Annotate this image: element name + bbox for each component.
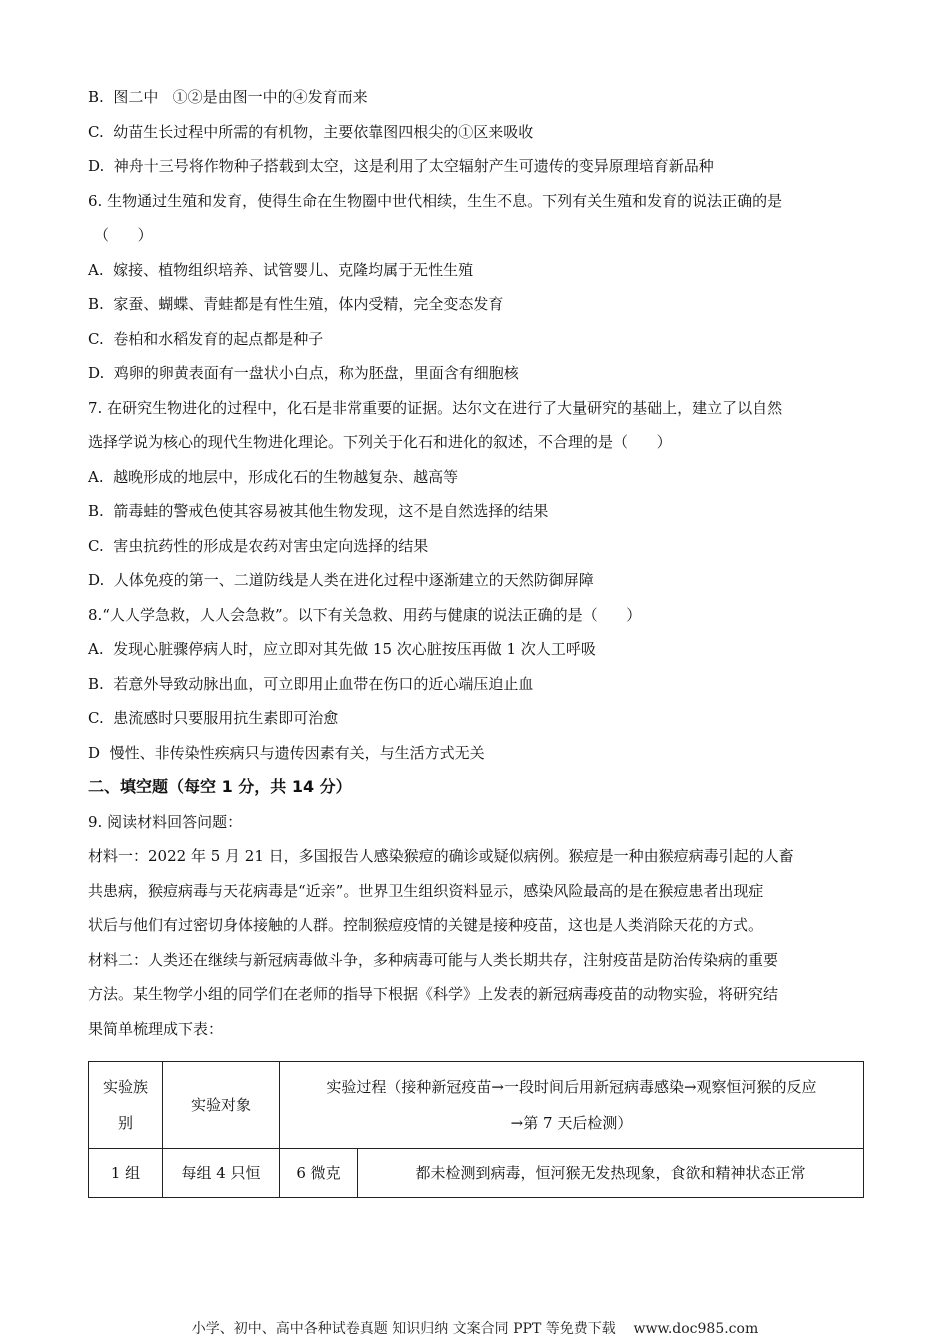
material-2-line-2: 方法。某生物学小组的同学们在老师的指导下根据《科学》上发表的新冠病毒疫苗的动物实验，将研究结 — [88, 985, 779, 1003]
q7-option-c: C. 害虫抗药性的形成是农药对害虫定向选择的结果 — [88, 536, 429, 555]
material-2-line-3: 果简单梳理成下表： — [88, 1019, 224, 1038]
q6-option-b: B. 家蚕、蝴蝶、青蛙都是有性生殖，体内受精，完全变态发育 — [88, 295, 504, 313]
row1-result: 都未检测到病毒，恒河猴无发热现象，食欲和精神状态正常 — [358, 1149, 864, 1198]
row1-dose: 6 微克 — [280, 1149, 358, 1198]
question-6-answer-paren: （ ） — [94, 226, 153, 244]
table-header-row — [89, 1062, 864, 1149]
question-9-stem: 9. 阅读材料回答问题： — [88, 812, 243, 831]
q6-option-d: D. 鸡卵的卵黄表面有一盘状小白点，称为胚盘，里面含有细胞核 — [88, 364, 519, 382]
header-process-line-2: →第 7 天后检测） — [510, 1114, 633, 1132]
section-2-heading: 二、填空题（每空 1 分，共 14 分） — [88, 777, 352, 796]
header-group-line-1: 实验族 — [102, 1078, 148, 1096]
header-group — [89, 1062, 163, 1149]
question-6-stem: 6. 生物通过生殖和发育，使得生命在生物圈中世代相续，生生不息。下列有关生殖和发育的说法正确的是 — [88, 191, 783, 210]
header-group-line-2: 别 — [117, 1114, 133, 1132]
material-2-line-1: 材料二：人类还在继续与新冠病毒做斗争，多种病毒可能与人类长期共存，注射疫苗是防治传染病的重要 — [88, 950, 779, 969]
material-1-line-3: 状后与他们有过密切身体接触的人群。控制猴痘疫情的关键是接种疫苗，这也是人类消除天花的方式。 — [88, 916, 764, 934]
exam-page-content — [88, 80, 868, 1046]
q8-option-a: A. 发现心脏骤停病人时，应立即对其先做 15 次心脏按压再做 1 次人工呼吸 — [88, 640, 596, 658]
q7-option-a: A. 越晚形成的地层中，形成化石的生物越复杂、越高等 — [88, 467, 459, 486]
q5-option-d: D. 神舟十三号将作物种子搭载到太空，这是利用了太空辐射产生可遗传的变异原理培育新品种 — [88, 157, 714, 175]
q8-option-c: C. 患流感时只要服用抗生素即可治愈 — [88, 709, 339, 727]
row1-subject: 每组 4 只恒 — [163, 1149, 280, 1198]
question-7-stem-cont: 选择学说为核心的现代生物进化理论。下列关于化石和进化的叙述，不合理的是（ ） — [88, 433, 672, 451]
question-8-stem: 8.“人人学急救，人人会急救”。以下有关急救、用药与健康的说法正确的是（ ） — [88, 605, 642, 624]
q6-option-a: A. 嫁接、植物组织培养、试管婴儿、克隆均属于无性生殖 — [88, 260, 474, 279]
q6-option-c: C. 卷柏和水稻发育的起点都是种子 — [88, 329, 324, 348]
material-1-line-1: 材料一：2022 年 5 月 21 日，多国报告人感染猴痘的确诊或疑似病例。猴痘是一种由猴痘病毒引起的人畜 — [88, 847, 794, 865]
q7-option-d: D. 人体免疫的第一、二道防线是人类在进化过程中逐渐建立的天然防御屏障 — [88, 571, 594, 589]
q5-option-c: C. 幼苗生长过程中所需的有机物，主要依靠图四根尖的①区来吸收 — [88, 122, 534, 141]
q8-option-d: D 慢性、非传染性疾病只与遗传因素有关，与生活方式无关 — [88, 743, 485, 762]
header-process — [280, 1062, 864, 1149]
question-7-stem: 7. 在研究生物进化的过程中，化石是非常重要的证据。达尔文在进行了大量研究的基础上，建立了以自然 — [88, 398, 783, 417]
q7-option-b: B. 箭毒蛙的警戒色使其容易被其他生物发现，这不是自然选择的结果 — [88, 502, 549, 520]
material-1-line-2: 共患病，猴痘病毒与天花病毒是“近亲”。世界卫生组织资料显示，感染风险最高的是在猴痘患者出现症 — [88, 881, 764, 900]
table-row — [89, 1149, 864, 1198]
header-process-line-1: 实验过程（接种新冠疫苗→一段时间后用新冠病毒感染→观察恒河猴的反应 — [326, 1078, 817, 1096]
row1-group: 1 组 — [89, 1149, 163, 1198]
header-subject: 实验对象 — [163, 1062, 280, 1149]
q8-option-b: B. 若意外导致动脉出血，可立即用止血带在伤口的近心端压迫止血 — [88, 674, 534, 693]
footer-watermark-text: 小学、初中、高中各种试卷真题 知识归纳 文案合同 PPT 等免费下载 www.doc985.com — [191, 1321, 759, 1337]
experiment-table — [88, 1061, 864, 1198]
q5-option-b: B. 图二中 ①②是由图一中的④发育而来 — [88, 88, 368, 106]
